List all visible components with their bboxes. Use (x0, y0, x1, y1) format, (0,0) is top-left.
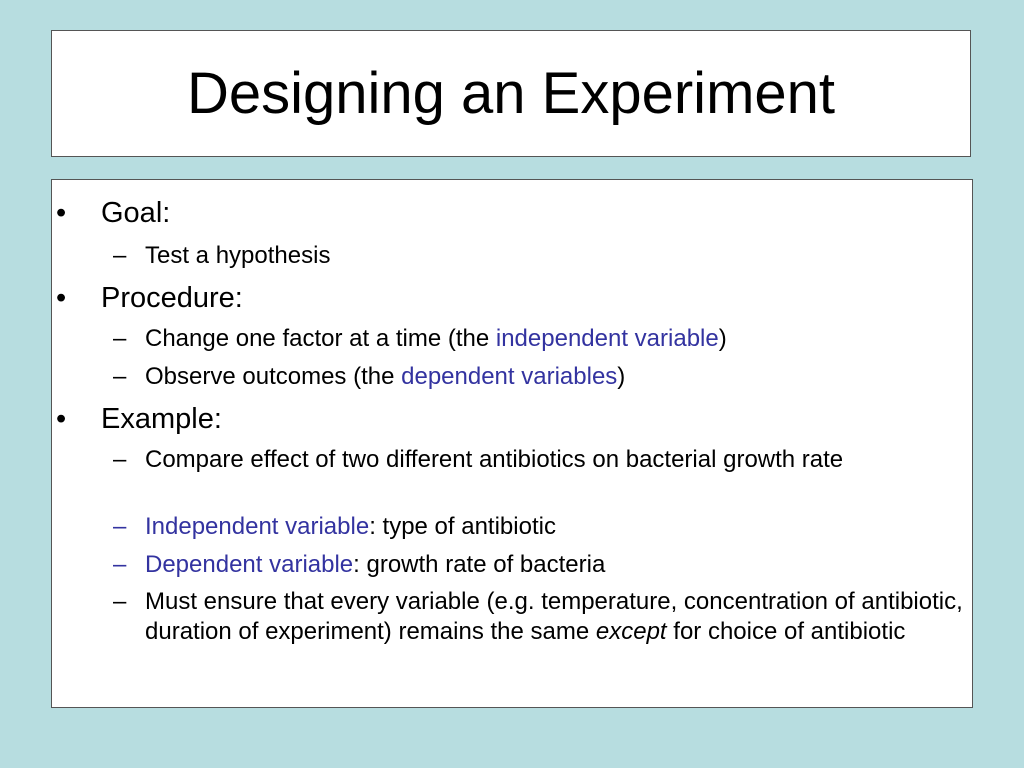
slide-title: Designing an Experiment (186, 61, 836, 126)
bullet-icon: • (56, 282, 67, 314)
bullet-label-example: Example: (101, 403, 222, 435)
term-dependent-variables: dependent variables (401, 363, 618, 390)
bullet-label-procedure: Procedure: (101, 282, 243, 314)
bullet-label-goal: Goal: (101, 197, 171, 229)
title-box (51, 30, 971, 157)
sub-text-post: : type of antibiotic (369, 513, 556, 540)
dash-icon: – (113, 446, 127, 473)
sub-text: Compare effect of two different antibiotics on bacterial growth rate (145, 446, 844, 473)
dash-icon: – (113, 551, 127, 578)
sub-text (145, 512, 965, 542)
dash-icon: – (113, 363, 127, 390)
bullet-icon: • (56, 403, 67, 435)
sub-text (145, 362, 965, 392)
term-dependent-variable: Dependent variable (145, 551, 354, 578)
sub-text (145, 587, 965, 647)
sub-text-post: : growth rate of bacteria (353, 551, 606, 578)
term-independent-variable: independent variable (495, 325, 719, 352)
sub-text-pre: Change one factor at a time (the (145, 325, 496, 352)
bullet-icon: • (56, 197, 67, 229)
dash-icon: – (113, 325, 127, 352)
sub-text-post: for choice of antibiotic (666, 618, 906, 645)
term-independent-variable: Independent variable (145, 513, 370, 540)
sub-text: Test a hypothesis (145, 242, 331, 269)
sub-text-post: ) (617, 363, 626, 390)
sub-text (145, 324, 965, 354)
sub-text-post: ) (718, 325, 727, 352)
sub-text-pre: Observe outcomes (the (145, 363, 402, 390)
dash-icon: – (113, 513, 127, 540)
dash-icon: – (113, 242, 127, 269)
dash-icon: – (113, 588, 127, 615)
sub-text-pre: Must ensure that every variable (e.g. temperature, concentration of antibiotic, duration of experiment) remains the same (145, 588, 963, 645)
sub-text (145, 550, 965, 580)
content-box (51, 179, 973, 708)
emphasis-except: except (595, 618, 667, 645)
